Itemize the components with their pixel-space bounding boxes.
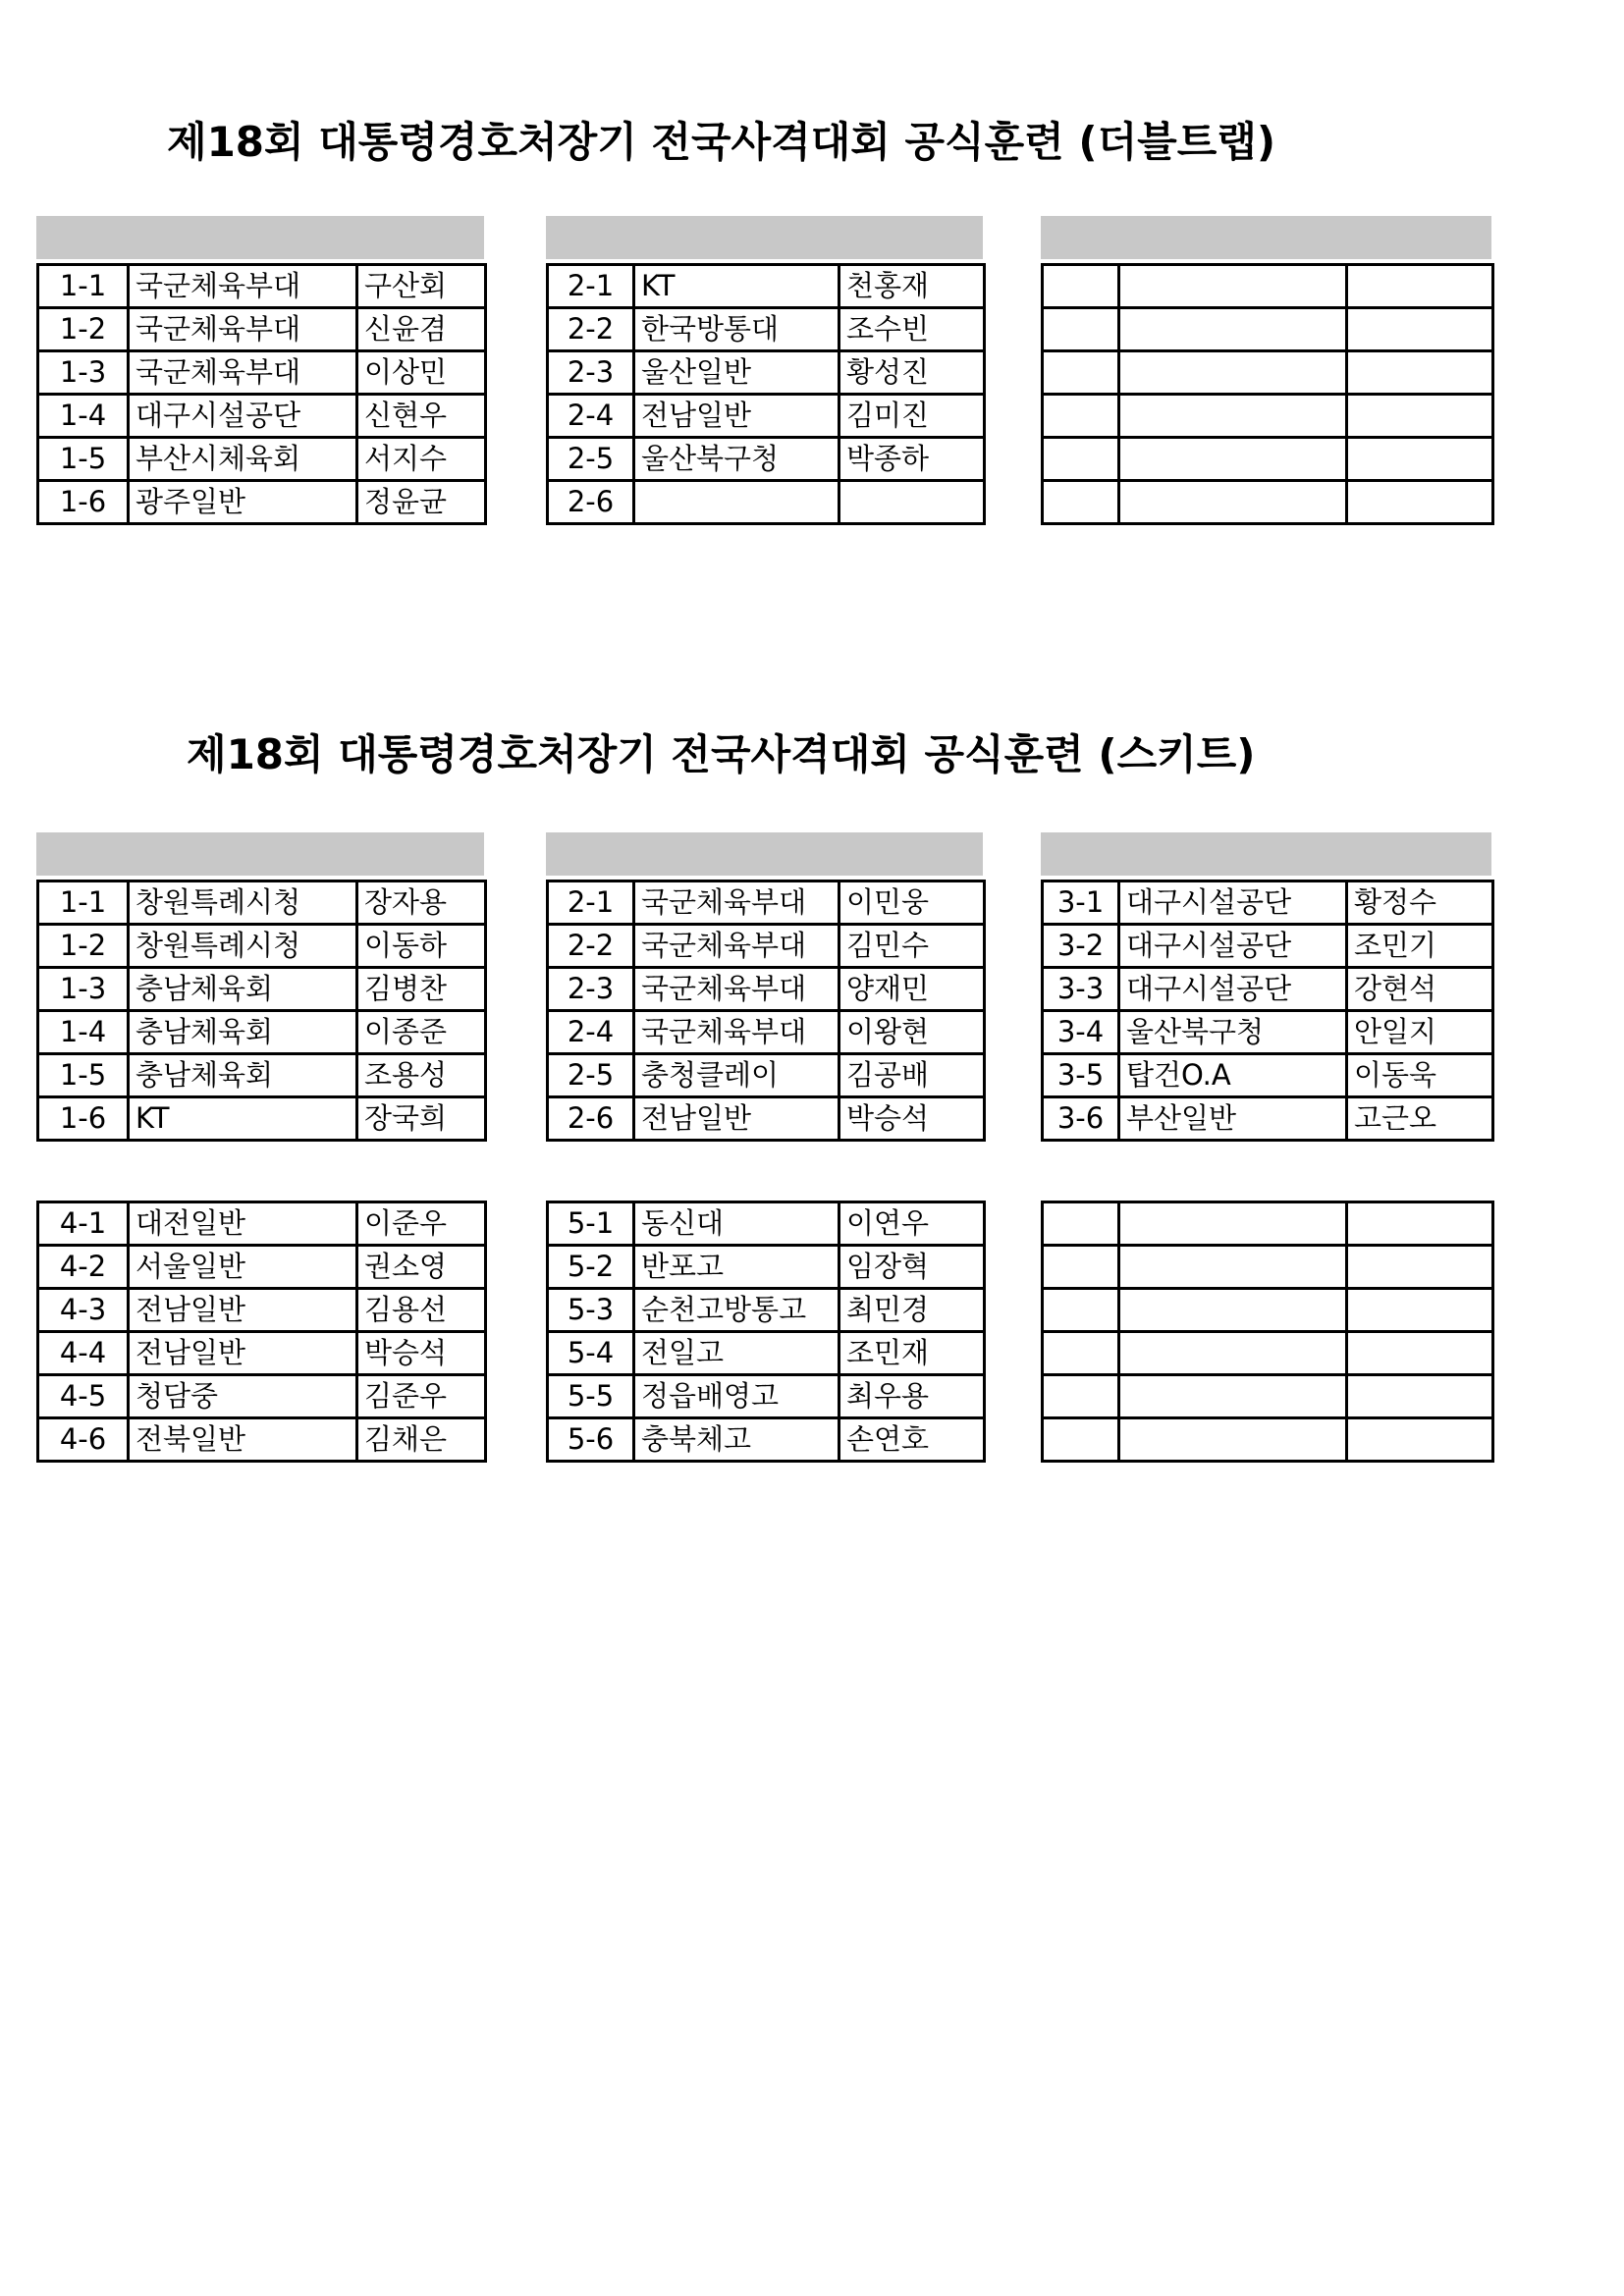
shooter-name: 안일지 — [1347, 1011, 1493, 1054]
squad-number: 1-1 — [38, 265, 129, 308]
table-header-bar — [36, 832, 484, 876]
squad-number: 2-4 — [548, 1011, 634, 1054]
table-row — [548, 1202, 985, 1246]
team-name — [1119, 1246, 1347, 1289]
shooter-name: 양재민 — [839, 968, 985, 1011]
shooter-name: 이종준 — [357, 1011, 486, 1054]
table-row — [548, 968, 985, 1011]
shooter-name — [1347, 1418, 1493, 1462]
table-row — [548, 1375, 985, 1418]
shooter-name: 신윤겸 — [357, 308, 486, 351]
team-name: 국군체육부대 — [129, 351, 357, 395]
shooter-name — [1347, 265, 1493, 308]
squad-number: 1-2 — [38, 308, 129, 351]
table-row — [1043, 308, 1493, 351]
squad-table — [36, 880, 487, 1142]
table-row — [1043, 1054, 1493, 1097]
table-row — [548, 395, 985, 438]
shooter-name: 김채은 — [357, 1418, 486, 1462]
squad-number: 5-6 — [548, 1418, 634, 1462]
table-row — [38, 1011, 486, 1054]
table-row — [38, 1054, 486, 1097]
team-name: 국군체육부대 — [634, 968, 839, 1011]
squad-number: 2-5 — [548, 1054, 634, 1097]
shooter-name: 권소영 — [357, 1246, 486, 1289]
team-name — [1119, 395, 1347, 438]
team-name: 창원특례시청 — [129, 881, 357, 925]
team-name: 전일고 — [634, 1332, 839, 1375]
team-name: 충남체육회 — [129, 968, 357, 1011]
table-row — [1043, 1097, 1493, 1141]
team-name: 충남체육회 — [129, 1054, 357, 1097]
team-name: 전남일반 — [634, 395, 839, 438]
table-row — [38, 925, 486, 968]
shooter-name: 김공배 — [839, 1054, 985, 1097]
team-name: 대구시설공단 — [129, 395, 357, 438]
table-row — [548, 1332, 985, 1375]
team-name: 대구시설공단 — [1119, 925, 1347, 968]
shooter-name: 장국희 — [357, 1097, 486, 1141]
squad-number: 5-2 — [548, 1246, 634, 1289]
table-row — [38, 395, 486, 438]
squad-number: 4-3 — [38, 1289, 129, 1332]
table-row — [1043, 1246, 1493, 1289]
shooter-name: 김병찬 — [357, 968, 486, 1011]
squad-number: 3-6 — [1043, 1097, 1119, 1141]
table-row — [548, 265, 985, 308]
shooter-name: 강현석 — [1347, 968, 1493, 1011]
shooter-name: 황성진 — [839, 351, 985, 395]
team-name: 서울일반 — [129, 1246, 357, 1289]
table-row — [1043, 395, 1493, 438]
shooter-name — [1347, 395, 1493, 438]
table-row — [1043, 881, 1493, 925]
squad-number: 4-2 — [38, 1246, 129, 1289]
shooter-name: 장자용 — [357, 881, 486, 925]
team-name: 충청클레이 — [634, 1054, 839, 1097]
table-header-bar — [546, 216, 983, 259]
squad-table — [36, 263, 487, 525]
team-name — [1119, 1418, 1347, 1462]
squad-number: 2-4 — [548, 395, 634, 438]
skeet-title: 제18회 대통령경호처장기 전국사격대회 공식훈련 (스키트) — [187, 730, 1256, 778]
team-name: 부산시체육회 — [129, 438, 357, 481]
team-name: 전남일반 — [129, 1289, 357, 1332]
shooter-name: 정윤균 — [357, 481, 486, 524]
table-header-bar — [1041, 832, 1491, 876]
squad-number — [1043, 1418, 1119, 1462]
shooter-name: 이상민 — [357, 351, 486, 395]
team-name: 광주일반 — [129, 481, 357, 524]
table-row — [1043, 968, 1493, 1011]
team-name: 정읍배영고 — [634, 1375, 839, 1418]
squad-number — [1043, 308, 1119, 351]
squad-number: 1-4 — [38, 395, 129, 438]
shooter-name: 이민웅 — [839, 881, 985, 925]
table-row — [38, 1375, 486, 1418]
table-row — [38, 351, 486, 395]
table-row — [38, 1418, 486, 1462]
shooter-name: 구산회 — [357, 265, 486, 308]
shooter-name — [1347, 1375, 1493, 1418]
team-name — [1119, 308, 1347, 351]
table-row — [1043, 925, 1493, 968]
team-name: 대전일반 — [129, 1202, 357, 1246]
table-row — [38, 308, 486, 351]
squad-number: 3-1 — [1043, 881, 1119, 925]
team-name: 한국방통대 — [634, 308, 839, 351]
team-name: KT — [634, 265, 839, 308]
squad-table — [546, 1201, 986, 1463]
team-name: 탑건O.A — [1119, 1054, 1347, 1097]
squad-number: 3-2 — [1043, 925, 1119, 968]
squad-number: 1-5 — [38, 1054, 129, 1097]
team-name: 전남일반 — [634, 1097, 839, 1141]
squad-number: 1-3 — [38, 968, 129, 1011]
team-name: 국군체육부대 — [634, 925, 839, 968]
team-name: 전남일반 — [129, 1332, 357, 1375]
table-row — [548, 308, 985, 351]
squad-number — [1043, 1375, 1119, 1418]
shooter-name: 이동욱 — [1347, 1054, 1493, 1097]
shooter-name: 이준우 — [357, 1202, 486, 1246]
shooter-name: 김용선 — [357, 1289, 486, 1332]
shooter-name — [1347, 1246, 1493, 1289]
table-row — [38, 968, 486, 1011]
shooter-name — [1347, 308, 1493, 351]
squad-number — [1043, 395, 1119, 438]
team-name: 반포고 — [634, 1246, 839, 1289]
squad-number: 1-2 — [38, 925, 129, 968]
shooter-name — [839, 481, 985, 524]
shooter-name — [1347, 438, 1493, 481]
shooter-name: 이동하 — [357, 925, 486, 968]
squad-number: 2-2 — [548, 308, 634, 351]
shooter-name: 김미진 — [839, 395, 985, 438]
squad-number — [1043, 1289, 1119, 1332]
squad-table — [1041, 1201, 1494, 1463]
shooter-name: 손연호 — [839, 1418, 985, 1462]
squad-table — [1041, 263, 1494, 525]
shooter-name: 박승석 — [357, 1332, 486, 1375]
table-row — [38, 1202, 486, 1246]
shooter-name — [1347, 351, 1493, 395]
table-row — [548, 351, 985, 395]
team-name: 부산일반 — [1119, 1097, 1347, 1141]
table-row — [1043, 1332, 1493, 1375]
team-name — [1119, 351, 1347, 395]
shooter-name — [1347, 481, 1493, 524]
shooter-name: 김준우 — [357, 1375, 486, 1418]
table-row — [548, 1011, 985, 1054]
table-row — [548, 481, 985, 524]
table-row — [38, 481, 486, 524]
squad-table — [546, 263, 986, 525]
shooter-name: 고근오 — [1347, 1097, 1493, 1141]
squad-table — [1041, 880, 1494, 1142]
squad-number: 3-3 — [1043, 968, 1119, 1011]
table-row — [38, 438, 486, 481]
team-name: 순천고방통고 — [634, 1289, 839, 1332]
squad-table — [36, 1201, 487, 1463]
table-row — [548, 1418, 985, 1462]
table-row — [548, 1097, 985, 1141]
team-name — [1119, 265, 1347, 308]
squad-number: 3-4 — [1043, 1011, 1119, 1054]
team-name: 국군체육부대 — [634, 881, 839, 925]
table-row — [38, 881, 486, 925]
squad-number — [1043, 481, 1119, 524]
team-name: 대구시설공단 — [1119, 968, 1347, 1011]
shooter-name: 박승석 — [839, 1097, 985, 1141]
squad-number — [1043, 265, 1119, 308]
squad-number: 5-5 — [548, 1375, 634, 1418]
squad-number: 5-1 — [548, 1202, 634, 1246]
team-name: 국군체육부대 — [129, 265, 357, 308]
shooter-name: 이왕현 — [839, 1011, 985, 1054]
team-name: KT — [129, 1097, 357, 1141]
table-row — [548, 1054, 985, 1097]
table-header-bar — [36, 216, 484, 259]
shooter-name: 김민수 — [839, 925, 985, 968]
table-row — [548, 1246, 985, 1289]
squad-number: 2-5 — [548, 438, 634, 481]
squad-number: 2-1 — [548, 881, 634, 925]
squad-number: 1-4 — [38, 1011, 129, 1054]
squad-number: 2-1 — [548, 265, 634, 308]
table-row — [1043, 481, 1493, 524]
table-row — [548, 881, 985, 925]
squad-number — [1043, 438, 1119, 481]
team-name: 울산북구청 — [1119, 1011, 1347, 1054]
shooter-name: 조민기 — [1347, 925, 1493, 968]
squad-number: 2-3 — [548, 968, 634, 1011]
squad-number — [1043, 351, 1119, 395]
table-row — [38, 265, 486, 308]
squad-number: 4-6 — [38, 1418, 129, 1462]
shooter-name: 조용성 — [357, 1054, 486, 1097]
team-name: 국군체육부대 — [129, 308, 357, 351]
doubletrap-title: 제18회 대통령경호처장기 전국사격대회 공식훈련 (더블트랩) — [167, 118, 1276, 166]
shooter-name: 서지수 — [357, 438, 486, 481]
team-name — [1119, 1289, 1347, 1332]
table-row — [38, 1246, 486, 1289]
squad-number: 4-1 — [38, 1202, 129, 1246]
squad-table — [546, 880, 986, 1142]
shooter-name: 최우용 — [839, 1375, 985, 1418]
table-row — [1043, 1289, 1493, 1332]
team-name: 울산일반 — [634, 351, 839, 395]
squad-number: 2-6 — [548, 1097, 634, 1141]
squad-number: 3-5 — [1043, 1054, 1119, 1097]
team-name: 전북일반 — [129, 1418, 357, 1462]
table-row — [1043, 1011, 1493, 1054]
table-header-bar — [1041, 216, 1491, 259]
team-name: 창원특례시청 — [129, 925, 357, 968]
team-name — [1119, 438, 1347, 481]
team-name: 울산북구청 — [634, 438, 839, 481]
shooter-name: 조민재 — [839, 1332, 985, 1375]
table-row — [38, 1332, 486, 1375]
table-row — [38, 1097, 486, 1141]
squad-number: 2-2 — [548, 925, 634, 968]
squad-number: 1-5 — [38, 438, 129, 481]
squad-number: 1-6 — [38, 1097, 129, 1141]
table-row — [548, 1289, 985, 1332]
table-row — [548, 925, 985, 968]
team-name — [634, 481, 839, 524]
shooter-name: 신현우 — [357, 395, 486, 438]
squad-number — [1043, 1202, 1119, 1246]
squad-number — [1043, 1332, 1119, 1375]
team-name: 청담중 — [129, 1375, 357, 1418]
team-name — [1119, 481, 1347, 524]
team-name — [1119, 1202, 1347, 1246]
shooter-name — [1347, 1332, 1493, 1375]
squad-number: 4-4 — [38, 1332, 129, 1375]
table-row — [548, 438, 985, 481]
table-row — [1043, 1375, 1493, 1418]
team-name: 충북체고 — [634, 1418, 839, 1462]
team-name — [1119, 1332, 1347, 1375]
shooter-name: 임장혁 — [839, 1246, 985, 1289]
team-name — [1119, 1375, 1347, 1418]
table-row — [38, 1289, 486, 1332]
shooter-name — [1347, 1202, 1493, 1246]
shooter-name: 이연우 — [839, 1202, 985, 1246]
squad-number: 2-6 — [548, 481, 634, 524]
squad-number: 1-1 — [38, 881, 129, 925]
shooter-name: 최민경 — [839, 1289, 985, 1332]
squad-number: 4-5 — [38, 1375, 129, 1418]
squad-number — [1043, 1246, 1119, 1289]
table-row — [1043, 1202, 1493, 1246]
squad-number: 1-3 — [38, 351, 129, 395]
team-name: 대구시설공단 — [1119, 881, 1347, 925]
table-row — [1043, 438, 1493, 481]
table-row — [1043, 265, 1493, 308]
team-name: 충남체육회 — [129, 1011, 357, 1054]
shooter-name — [1347, 1289, 1493, 1332]
squad-number: 5-4 — [548, 1332, 634, 1375]
shooter-name: 천홍재 — [839, 265, 985, 308]
table-header-bar — [546, 832, 983, 876]
shooter-name: 조수빈 — [839, 308, 985, 351]
table-row — [1043, 351, 1493, 395]
shooter-name: 황정수 — [1347, 881, 1493, 925]
squad-number: 5-3 — [548, 1289, 634, 1332]
table-row — [1043, 1418, 1493, 1462]
shooter-name: 박종하 — [839, 438, 985, 481]
squad-number: 1-6 — [38, 481, 129, 524]
squad-number: 2-3 — [548, 351, 634, 395]
team-name: 동신대 — [634, 1202, 839, 1246]
team-name: 국군체육부대 — [634, 1011, 839, 1054]
